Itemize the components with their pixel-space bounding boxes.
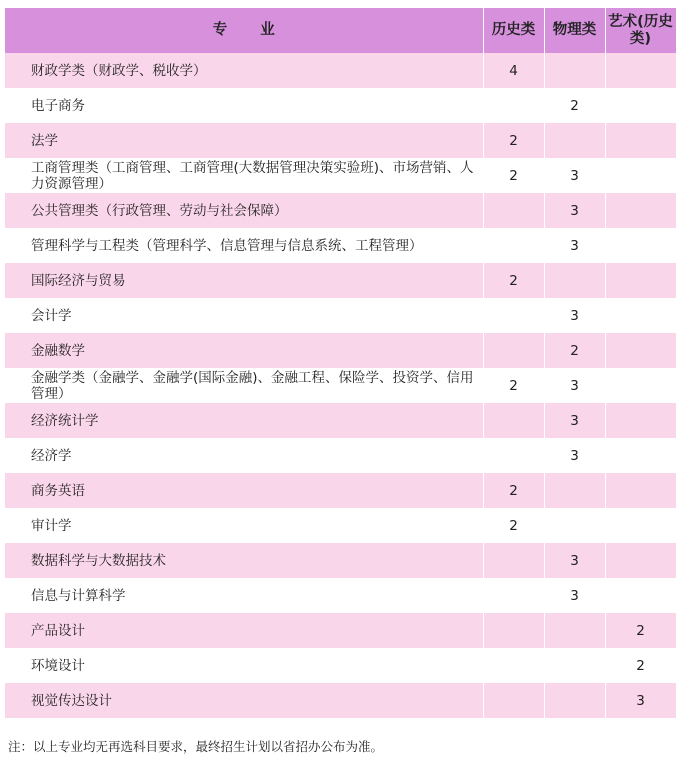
major-cell: 会计学	[5, 298, 483, 333]
art-count-cell	[605, 333, 676, 368]
table-row	[5, 683, 676, 718]
table-row	[5, 613, 676, 648]
art-count-cell: 2	[605, 648, 676, 683]
history-count-cell	[483, 298, 544, 333]
history-count-cell	[483, 578, 544, 613]
history-count-cell: 2	[483, 123, 544, 158]
art-count-cell	[605, 53, 676, 88]
major-cell: 数据科学与大数据技术	[5, 543, 483, 578]
footnote: 注：以上专业均无再选科目要求，最终招生计划以省招办公布为准。	[8, 739, 384, 754]
art-count-cell	[605, 438, 676, 473]
history-count-cell	[483, 403, 544, 438]
major-cell: 金融数学	[5, 333, 483, 368]
table-row	[5, 403, 676, 438]
art-count-cell	[605, 228, 676, 263]
table-row	[5, 648, 676, 683]
physics-count-cell: 3	[544, 578, 605, 613]
major-cell: 金融学类（金融学、金融学(国际金融)、金融工程、保险学、投资学、信用管理）	[5, 368, 483, 403]
enrollment-plan-table	[5, 8, 677, 718]
major-cell: 公共管理类（行政管理、劳动与社会保障）	[5, 193, 483, 228]
table-row	[5, 53, 676, 88]
physics-count-cell	[544, 508, 605, 543]
history-count-cell	[483, 438, 544, 473]
physics-count-cell: 3	[544, 158, 605, 193]
major-cell: 经济学	[5, 438, 483, 473]
history-count-cell: 4	[483, 53, 544, 88]
major-cell: 视觉传达设计	[5, 683, 483, 718]
art-count-cell	[605, 508, 676, 543]
table-row	[5, 158, 676, 193]
art-count-cell	[605, 88, 676, 123]
table-row	[5, 263, 676, 298]
art-count-cell	[605, 578, 676, 613]
history-count-cell	[483, 193, 544, 228]
major-cell: 财政学类（财政学、税收学）	[5, 53, 483, 88]
table-row	[5, 438, 676, 473]
table-row	[5, 578, 676, 613]
major-cell: 审计学	[5, 508, 483, 543]
major-cell: 管理科学与工程类（管理科学、信息管理与信息系统、工程管理）	[5, 228, 483, 263]
table-row	[5, 228, 676, 263]
table-row	[5, 193, 676, 228]
history-count-cell: 2	[483, 473, 544, 508]
art-count-cell	[605, 298, 676, 333]
physics-count-cell	[544, 53, 605, 88]
art-count-cell	[605, 403, 676, 438]
table-row	[5, 508, 676, 543]
art-count-cell	[605, 123, 676, 158]
table-row	[5, 473, 676, 508]
header-art: 艺术(历史类)	[605, 8, 676, 53]
history-count-cell: 2	[483, 508, 544, 543]
physics-count-cell: 3	[544, 403, 605, 438]
history-count-cell	[483, 683, 544, 718]
major-cell: 经济统计学	[5, 403, 483, 438]
art-count-cell: 3	[605, 683, 676, 718]
art-count-cell	[605, 543, 676, 578]
physics-count-cell: 3	[544, 368, 605, 403]
art-count-cell	[605, 193, 676, 228]
history-count-cell: 2	[483, 368, 544, 403]
table-row	[5, 333, 676, 368]
art-count-cell: 2	[605, 613, 676, 648]
history-count-cell: 2	[483, 158, 544, 193]
major-cell: 国际经济与贸易	[5, 263, 483, 298]
history-count-cell	[483, 88, 544, 123]
major-cell: 信息与计算科学	[5, 578, 483, 613]
art-count-cell	[605, 158, 676, 193]
major-cell: 环境设计	[5, 648, 483, 683]
table-row	[5, 543, 676, 578]
major-cell: 产品设计	[5, 613, 483, 648]
major-cell: 电子商务	[5, 88, 483, 123]
table-header-row	[5, 8, 676, 53]
physics-count-cell	[544, 473, 605, 508]
history-count-cell	[483, 543, 544, 578]
table-row	[5, 298, 676, 333]
major-cell: 商务英语	[5, 473, 483, 508]
physics-count-cell: 3	[544, 193, 605, 228]
physics-count-cell	[544, 263, 605, 298]
header-history: 历史类	[483, 8, 544, 53]
physics-count-cell: 3	[544, 438, 605, 473]
physics-count-cell: 3	[544, 543, 605, 578]
table-row	[5, 88, 676, 123]
history-count-cell	[483, 613, 544, 648]
art-count-cell	[605, 368, 676, 403]
table-row	[5, 368, 676, 403]
physics-count-cell	[544, 123, 605, 158]
physics-count-cell: 3	[544, 298, 605, 333]
history-count-cell	[483, 228, 544, 263]
major-cell: 法学	[5, 123, 483, 158]
physics-count-cell	[544, 648, 605, 683]
header-major: 专 业	[5, 8, 483, 53]
table-row	[5, 123, 676, 158]
art-count-cell	[605, 263, 676, 298]
history-count-cell	[483, 648, 544, 683]
physics-count-cell	[544, 613, 605, 648]
major-cell: 工商管理类（工商管理、工商管理(大数据管理决策实验班)、市场营销、人力资源管理）	[5, 158, 483, 193]
history-count-cell: 2	[483, 263, 544, 298]
physics-count-cell: 2	[544, 333, 605, 368]
physics-count-cell	[544, 683, 605, 718]
physics-count-cell: 3	[544, 228, 605, 263]
art-count-cell	[605, 473, 676, 508]
header-physics: 物理类	[544, 8, 605, 53]
table-body	[5, 53, 676, 718]
history-count-cell	[483, 333, 544, 368]
physics-count-cell: 2	[544, 88, 605, 123]
